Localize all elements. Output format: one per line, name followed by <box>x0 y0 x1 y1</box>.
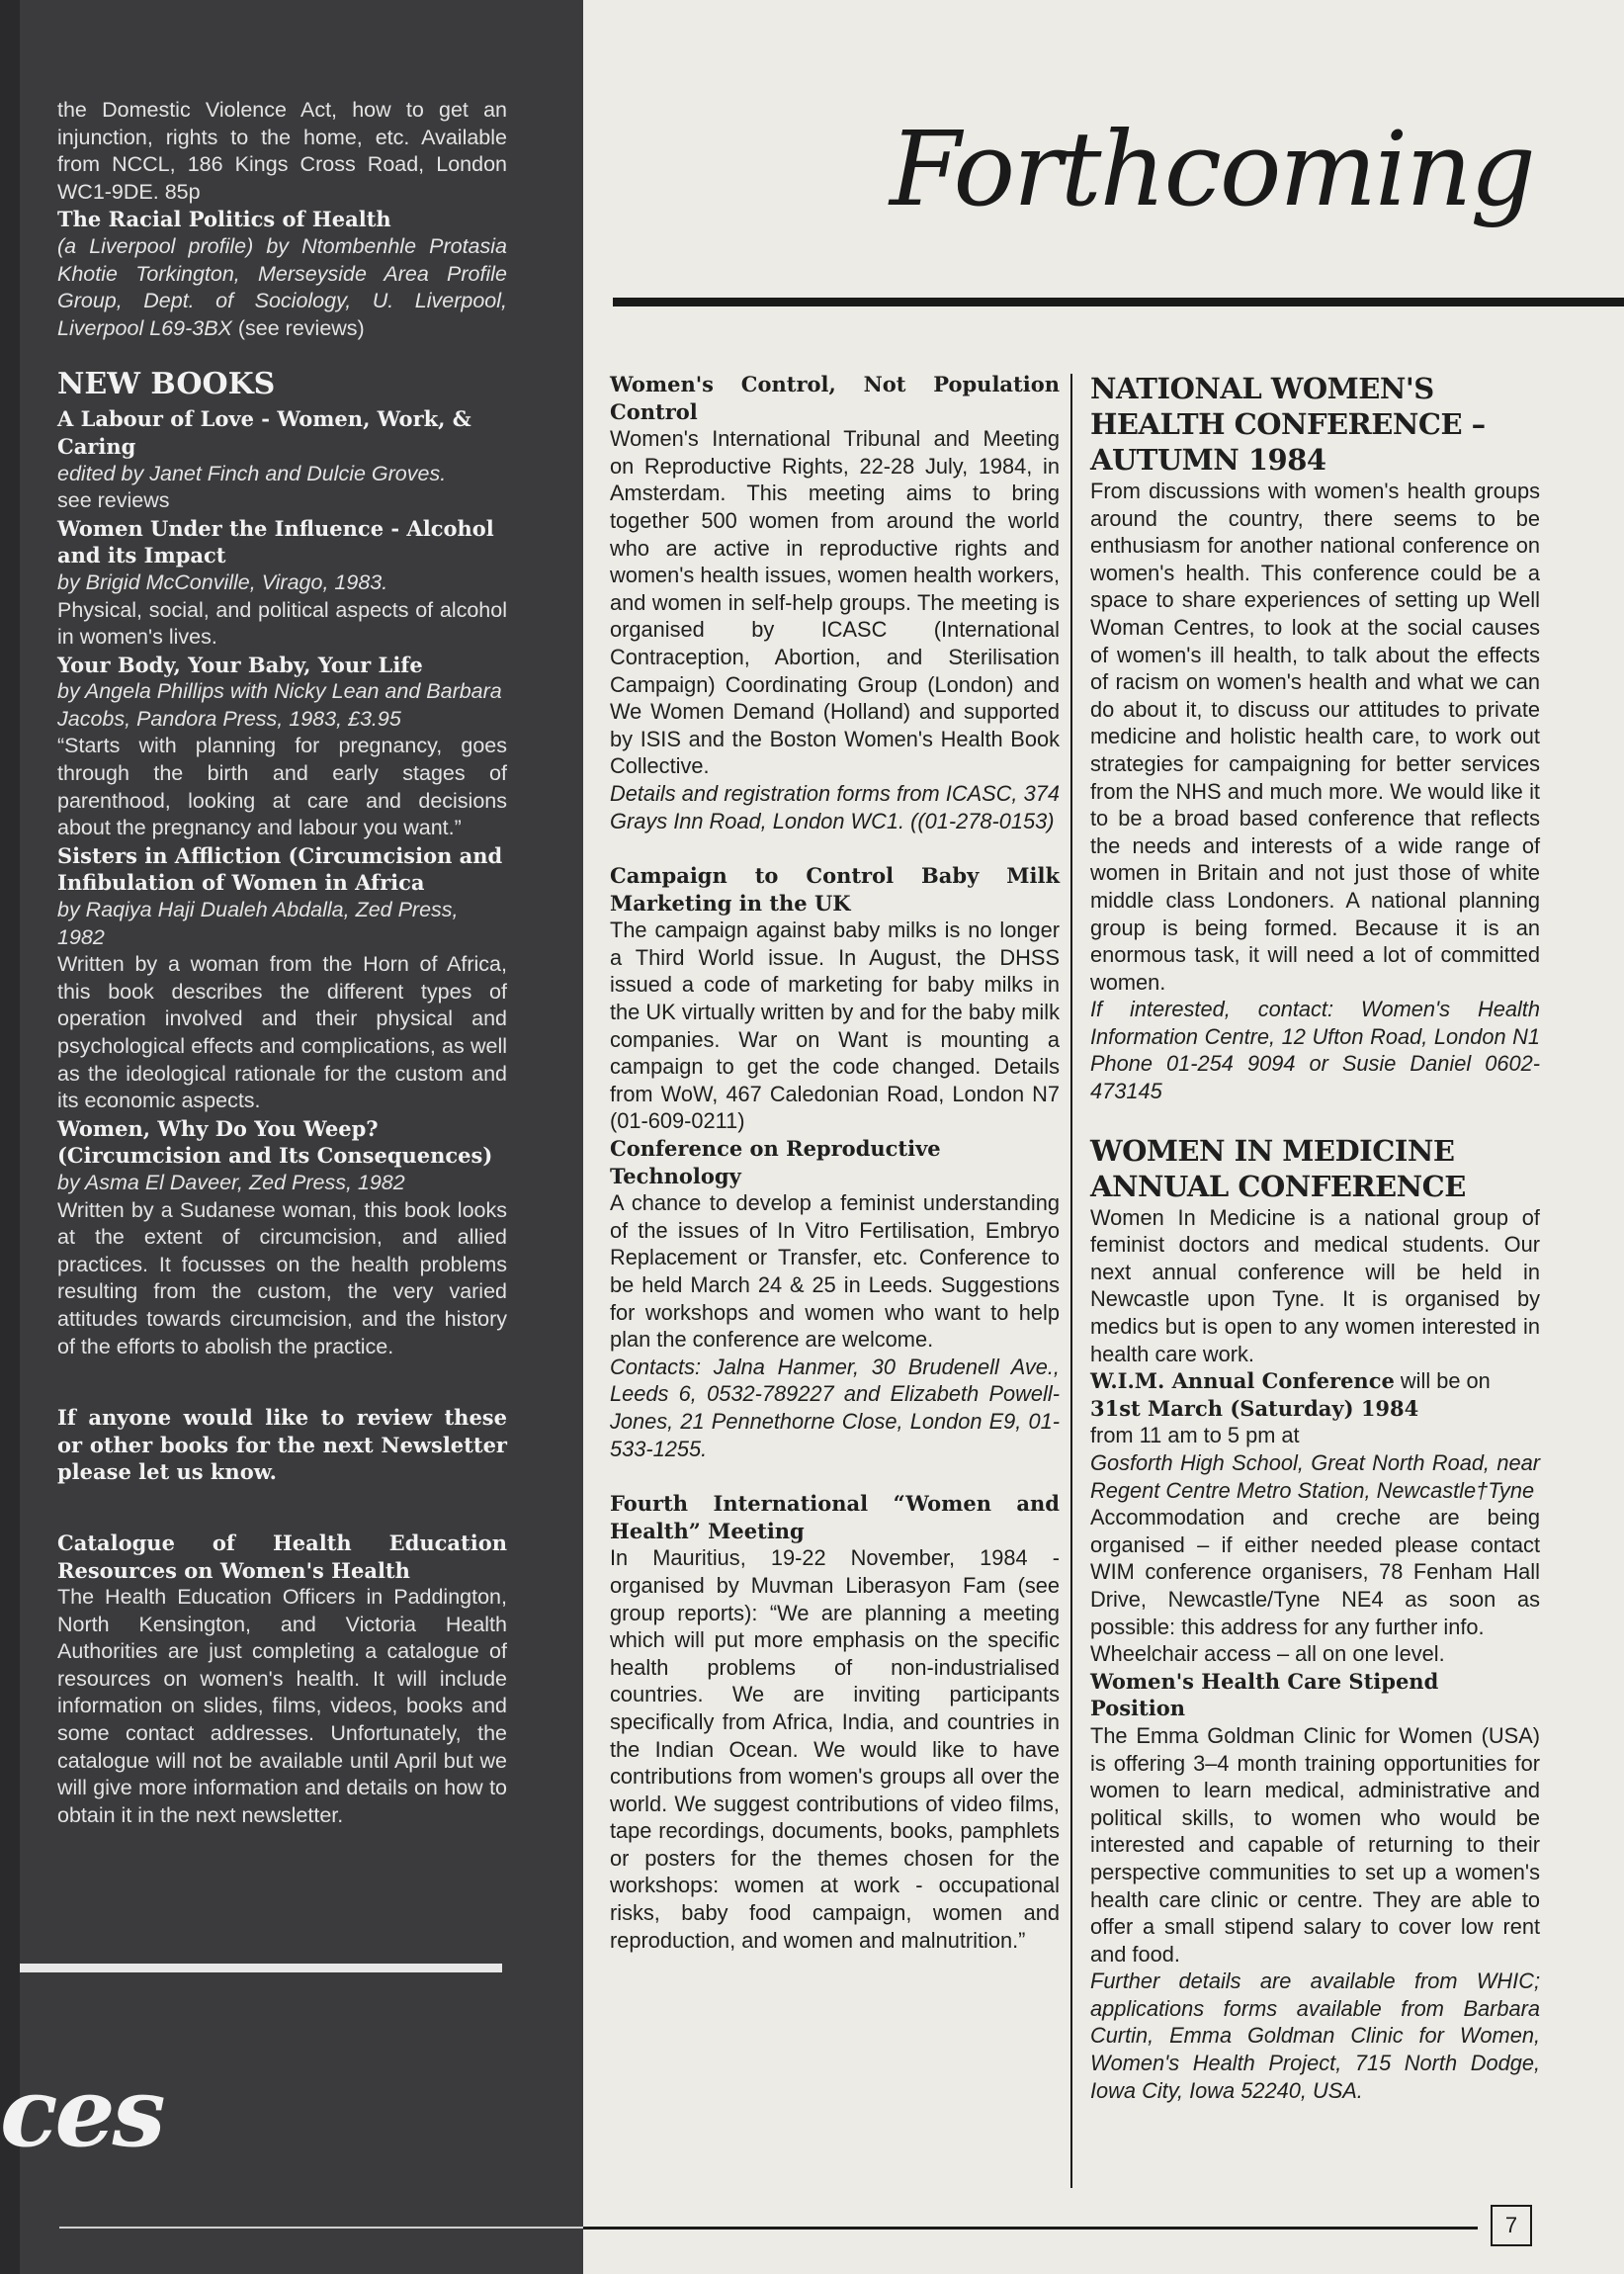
racial-politics-title: The Racial Politics of Health <box>57 207 391 232</box>
book-note: see reviews <box>57 488 170 513</box>
book-author: by Brigid McConville, Virago, 1983. <box>57 569 388 594</box>
left-divider <box>20 1964 502 1972</box>
conference-access: Wheelchair access – all on one level. <box>1090 1641 1445 1667</box>
article-title: Fourth International “Women and Health” Meeting <box>610 1491 1060 1543</box>
book-description: Physical, social, and political aspects of alcohol in women's lives. <box>57 597 507 650</box>
racial-politics-citation: (a Liverpool profile) by Ntombenhle Protasia Khotie Torkington, Merseyside Area Profile Group, Dept. of Sociology, U. Liverpool, Liverpool L69-3BX <box>57 233 507 340</box>
conference-line <box>1090 1367 1540 1395</box>
domestic-violence-intro: the Domestic Violence Act, how to get an injunction, rights to the home, etc. Available from NCCL, 186 Kings Cross Road, London WC1-9DE. 85p <box>57 98 507 204</box>
article-contact: Contacts: Jalna Hanmer, 30 Brudenell Ave., Leeds 6, 0532-789227 and Elizabeth Powell-Jones, 21 Pennethorne Close, London E9, 01-533-1255. <box>610 1354 1060 1461</box>
book-description: Written by a woman from the Horn of Africa, this book describes the different types of operation involved and their physical and psychological effects and complications, as well as the ideological rationale for the custom and its economic aspects. <box>57 952 507 1113</box>
bottom-divider <box>583 2227 1478 2230</box>
conference-label-suffix: will be on <box>1394 1368 1491 1394</box>
book-description: Written by a Sudanese woman, this book looks at the extent of circumcision, and allied practices. It focusses on the health problems resulting from the custom, the very varied attitudes towards circumcision, and the history of the efforts to abolish the practice. <box>57 1197 507 1358</box>
page-number: 7 <box>1491 2205 1532 2246</box>
book-title: Women Under the Influence - Alcohol and its Impact <box>57 515 494 568</box>
page-edge <box>0 0 20 2274</box>
article-body: A chance to develop a feminist understanding of the issues of In Vitro Fertilisation, Embryo Replacement or Transfer, etc. Conference to be held March 24 & 25 in Leeds. Suggestions for workshops and women who want to help plan the conference are welcome. <box>610 1190 1060 1353</box>
conference-date: 31st March (Saturday) 1984 <box>1090 1395 1419 1421</box>
article-body: The Emma Goldman Clinic for Women (USA) is offering 3–4 month training opportunities for women to learn medical, administrative and political skills, to women who would be interested and capable of returning to their perspective communities to set up a women's health care clinic or centre. They are able to offer a small stipend salary to cover low rent and food. <box>1090 1722 1540 1967</box>
conference-label: W.I.M. Annual Conference <box>1090 1368 1395 1394</box>
article-body: From discussions with women's health groups around the country, there seems to be enthusiasm for another national conference on women's health. This conference could be a space to share experiences of setting up Well Woman Centres, to look at the social causes of women's ill health, to talk about the effects of racism on women's health and what we can do about it, to discuss our attitudes to private medicine and holistic health care, to work out strategies for campaigning for better services from the NHS and much more. We would like it to be a broad based conference that reflects the needs and interests of a wide range of women in Britain and not just those of white middle class Londoners. A national planning group is being formed. Because it is an enormous task, it will need a lot of committed women. <box>1090 479 1540 995</box>
article-title: Women's Control, Not Population Control <box>610 372 1060 424</box>
article-body: Women's International Tribunal and Meeting on Reproductive Rights, 22-28 July, 1984, in Amsterdam. This meeting aims to bring together 500 women from around the world who are active in reproductive rights and women's health issues, women health workers, and women in self-help groups. The meeting is organised by ICASC (International Contraception, Abortion, and Sterilisation Campaign) Coordinating Group (London) and We Women Demand (Holland) and supported by ISIS and the Boston Women's Health Book Collective. <box>610 426 1060 779</box>
article-title: Campaign to Control Baby Milk Marketing in the UK <box>610 863 1060 916</box>
review-call: If anyone would like to review these or other books for the next Newsletter please let us know. <box>57 1405 507 1485</box>
article-body: The campaign against baby milks is no longer a Third World issue. In August, the DHSS issued a code of marketing for baby milks in the UK virtually written by and for the baby milk companies. War on Want is mounting a campaign to get the code changed. Details from WoW, 467 Caledonian Road, London N7 (01-609-0211) <box>610 918 1060 1134</box>
book-description: “Starts with planning for pregnancy, goes through the birth and early stages of parenthood, looking at care and decisions about the pregnancy and labour you want.” <box>57 734 507 840</box>
section-heading: WOMEN IN MEDICINE ANNUAL CONFERENCE <box>1090 1133 1466 1203</box>
conference-time: from 11 am to 5 pm at <box>1090 1423 1300 1448</box>
book-title: Sisters in Affliction (Circumcision and Infibulation of Women in Africa <box>57 842 503 896</box>
book-title: Your Body, Your Baby, Your Life <box>57 652 423 677</box>
article-body: In Mauritius, 19-22 November, 1984 - organised by Muvman Liberasyon Fam (see group reports): “We are planning a meeting which will put more emphasis on the specific health problems of non-industrialised countries. We are inviting participants specifically from Africa, India, and countries in the Indian Ocean. We would like to have contributions from women's groups all over the world. We suggest contributions of video films, tape recordings, documents, books, pamphlets or posters for the themes chosen for the workshops: women at work - occupational risks, baby food campaign, women and reproduction, and women and malnutrition.” <box>610 1545 1060 1953</box>
article-contact: Details and registration forms from ICASC, 374 Grays Inn Road, London WC1. ((01-278-0153) <box>610 780 1060 833</box>
section-title-fragment: ces <box>0 2056 163 2168</box>
racial-politics-details <box>57 233 507 342</box>
book-title: A Labour of Love - Women, Work, & Caring <box>57 406 471 459</box>
middle-column <box>610 371 1060 1954</box>
left-column <box>0 0 583 2274</box>
book-author: by Asma El Daveer, Zed Press, 1982 <box>57 1170 405 1194</box>
left-bottom-divider <box>59 2227 583 2229</box>
conference-accommodation: Accommodation and creche are being organised – if either needed please contact WIM conference organisers, 78 Fenham Hall Drive, Newcastle/Tyne NE4 as soon as possible: this address for any further info. <box>1090 1505 1540 1639</box>
conference-venue: Gosforth High School, Great North Road, near Regent Centre Metro Station, Newcastle†Tyne <box>1090 1450 1540 1503</box>
article-title: Women's Health Care Stipend Position <box>1090 1668 1439 1721</box>
title-divider <box>613 298 1624 306</box>
article-title: Conference on Reproductive Technology <box>610 1136 941 1188</box>
article-body: Women In Medicine is a national group of feminist doctors and medical students. Our next annual conference will be held in Newcastle upon Tyne. It is organised by medics but is open to any women interested in health care work. <box>1090 1204 1540 1366</box>
racial-politics-note: (see reviews) <box>231 315 365 340</box>
left-column-text <box>57 97 507 1829</box>
book-title: Women, Why Do You Weep? (Circumcision and Its Consequences) <box>57 1115 493 1169</box>
catalogue-description: The Health Education Officers in Paddington, North Kensington, and Victoria Health Authorities are just completing a catalogue of resources on women's health. It will include information on slides, films, videos, books and some contact addresses. Unfortunately, the catalogue will not be available until April but we will give more information and details on how to obtain it in the next newsletter. <box>57 1585 507 1827</box>
section-heading: NATIONAL WOMEN'S HEALTH CONFERENCE – AUTUMN 1984 <box>1090 372 1486 477</box>
column-divider <box>1070 374 1072 2188</box>
book-author: by Angela Phillips with Nicky Lean and Barbara Jacobs, Pandora Press, 1983, £3.95 <box>57 679 502 731</box>
new-books-heading: NEW BOOKS <box>57 367 276 402</box>
article-contact: Further details are available from WHIC; applications forms available from Barbara Curtin, Emma Goldman Clinic for Women, Women's Health Project, 715 North Dodge, Iowa City, Iowa 52240, USA. <box>1090 1968 1540 2103</box>
book-author: by Raqiya Haji Dualeh Abdalla, Zed Press, 1982 <box>57 898 459 949</box>
page-title: Forthcoming <box>890 109 1534 229</box>
article-contact: If interested, contact: Women's Health Information Centre, 12 Ufton Road, London N1 Phone 01-254 9094 or Susie Daniel 0602-473145 <box>1090 997 1540 1104</box>
right-column <box>1090 371 1540 2104</box>
book-author: edited by Janet Finch and Dulcie Groves. <box>57 461 447 485</box>
catalogue-title: Catalogue of Health Education Resources on Women's Health <box>57 1530 507 1583</box>
